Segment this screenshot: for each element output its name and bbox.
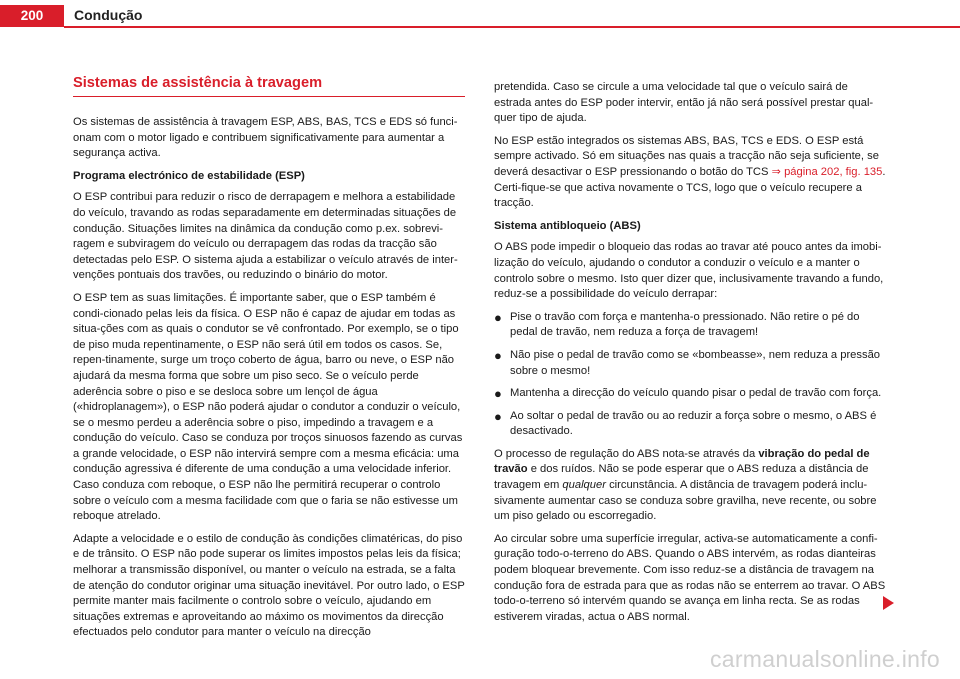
bullet-item	[494, 386, 886, 402]
bullet-text: Não pise o pedal de travão como se «bombeasse», nem reduza a pressão sobre o mesmo!	[510, 348, 881, 377]
left-column	[73, 74, 465, 648]
watermark: carmanualsonline.info	[709, 646, 940, 672]
abs-paragraph-2	[494, 447, 886, 525]
abs-p2-bold: vibração do pedal de travão	[494, 447, 870, 476]
continue-arrow-icon	[883, 596, 894, 610]
chapter-title: Condução	[74, 7, 143, 23]
integrated-paragraph	[494, 134, 886, 212]
esp-heading: Programa electrónico de estabilidade (ESP)	[73, 169, 305, 182]
intro-paragraph: Os sistemas de assistência à travagem ESP, ABS, BAS, TCS e EDS só funci-onam com o motor ligado e contribuem significativamente para aumentar a segurança activa.	[73, 116, 458, 160]
bullet-item	[494, 310, 886, 341]
bullet-text: Mantenha a direcção do veículo quando pisar o pedal de travão com força.	[510, 387, 882, 400]
continued-paragraph: pretendida. Caso se circule a uma velocidade tal que o veículo sairá de estrada antes do ESP poder intervir, então já não será possível prestar qual-quer tipo de ajuda.	[494, 81, 874, 125]
page-number: 200	[0, 5, 64, 27]
bullet-text: Pise o travão com força e mantenha-o pressionado. Não retire o pé do pedal de travão, nem reduza a força de travagem!	[510, 310, 860, 339]
bullet-icon: ●	[494, 386, 502, 402]
bullet-item	[494, 348, 886, 379]
abs-p2-text-a: O processo de regulação do ABS nota-se através da	[494, 447, 756, 460]
bullet-icon: ●	[494, 408, 502, 424]
page-header	[0, 0, 960, 30]
header-rule	[64, 26, 960, 28]
abs-p2-text-b: e dos ruídos. Não se pode esperar que o ABS reduza a distância de travagem em	[494, 463, 869, 492]
xref-label: página 202, fig. 135	[784, 165, 883, 178]
xref-arrow-icon: ⇒	[771, 165, 781, 178]
abs-p2-text-c: circunstância. A distância de travagem poderá inclu-sivamente aumentar caso se conduza sobre gravilha, neve recente, ou sobre um piso gelado ou escorregadio.	[494, 479, 877, 523]
bullet-icon: ●	[494, 309, 502, 325]
esp-paragraph-2: O ESP tem as suas limitações. É importante saber, que o ESP também é condi-cionado pelas leis da física. O ESP não é capaz de ajudar em todas as situa-ções com as quais o condutor se vê confrontado. Por exemplo, se o tipo de piso muda repentinamente, o ESP não será útil em todos os casos. Se, repen-tinamente, surge um troço coberto de água, barro ou neve, o ESP não ajudará da mesma forma que sobre um piso seco. Se o veículo perde aderência sobre o piso e se desloca sobre um lençol de água («hidroplanagem»), o ESP não poderá ajudar o condutor a conduzir o veículo, se o mesmo perdeu a aderência sobre o piso, impedindo a travagem e a condução do veículo. Caso se conduza por troços sinuosos fazendo as curvas a grande velocidade, o ESP não intervirá sempre com a mesma eficácia: uma condução agressiva é diferente de uma condução a uma velocidade inferior. Caso conduza com reboque, o ESP não lhe permitirá recuperar o controlo sobre o veículo com a mesma facilidade com que o faria se não estivesse um reboque atrelado.	[73, 291, 463, 523]
esp-paragraph-3: Adapte a velocidade e o estilo de condução às condições climatéricas, do piso e de trânsito. O ESP não pode superar os limites impostos pelas leis da física; melhorar a transmissão disponível, ou manter o veículo na estrada, se a falta de atenção do condutor originar uma situação inevitável. Por outro lado, o ESP permite manter mais facilmente o controlo sobre o veículo, ajudando em situações extremas e aproveitando ao máximo os movimentos da direcção efectuados pelo condutor para manter o veículo na direcção	[73, 532, 465, 639]
abs-heading: Sistema antibloqueio (ABS)	[494, 219, 641, 232]
abs-paragraph-1: O ABS pode impedir o bloqueio das rodas ao travar até pouco antes da imobi-lização do veículo, ajudando o condutor a conduzir o veículo e a manter o controlo sobre o mesmo. Isto quer dizer que, inclusivamente travando a fundo, reduz-se a possibilidade do veículo derrapar:	[494, 241, 884, 301]
right-column	[494, 80, 886, 632]
abs-paragraph-3: Ao circular sobre uma superfície irregular, activa-se automaticamente a confi-guração todo-o-terreno do ABS. Quando o ABS intervém, as rodas dianteiras podem bloquear brevemente. Com isso reduz-se a distância de travagem na condução fora de estrada para que as rodas não se enterrem ao travar. O ABS todo-o-terreno só intervém quando se avança em linha recta. Se as rodas estiverem viradas, actua o ABS normal.	[494, 532, 886, 623]
abs-p2-italic: qualquer	[562, 479, 606, 492]
integrated-text-b: . Certi-fique-se que activa novamente o TCS, logo que o veículo recupere a tracção.	[494, 165, 886, 210]
esp-paragraph-1: O ESP contribui para reduzir o risco de derrapagem e melhora a estabilidade do veículo, travando as rodas separadamente em determinadas situações de condução. Situações limites na dinâmica da condução como p.ex. sobrevi-ragem e subviragem do veículo ou derrapagem das rodas da tracção são detectadas pelo ESP. O sistema ajuda a estabilizar o veículo através de inter-venções pontuais dos travões, ou reduzindo o binário do motor.	[73, 191, 458, 282]
page-reference-link[interactable]	[772, 166, 883, 178]
bullet-item	[494, 409, 886, 440]
bullet-text: Ao soltar o pedal de travão ou ao reduzir a força sobre o mesmo, o ABS é desactivado.	[510, 409, 877, 438]
section-title: Sistemas de assistência à travagem	[73, 74, 465, 97]
integrated-text-a: No ESP estão integrados os sistemas ABS, BAS, TCS e EDS. O ESP está sempre activado. Só em situações nas quais a tracção não seja suficiente, se deverá desactivar o ESP pressionando o botão do TCS	[494, 134, 879, 178]
bullet-icon: ●	[494, 347, 502, 363]
